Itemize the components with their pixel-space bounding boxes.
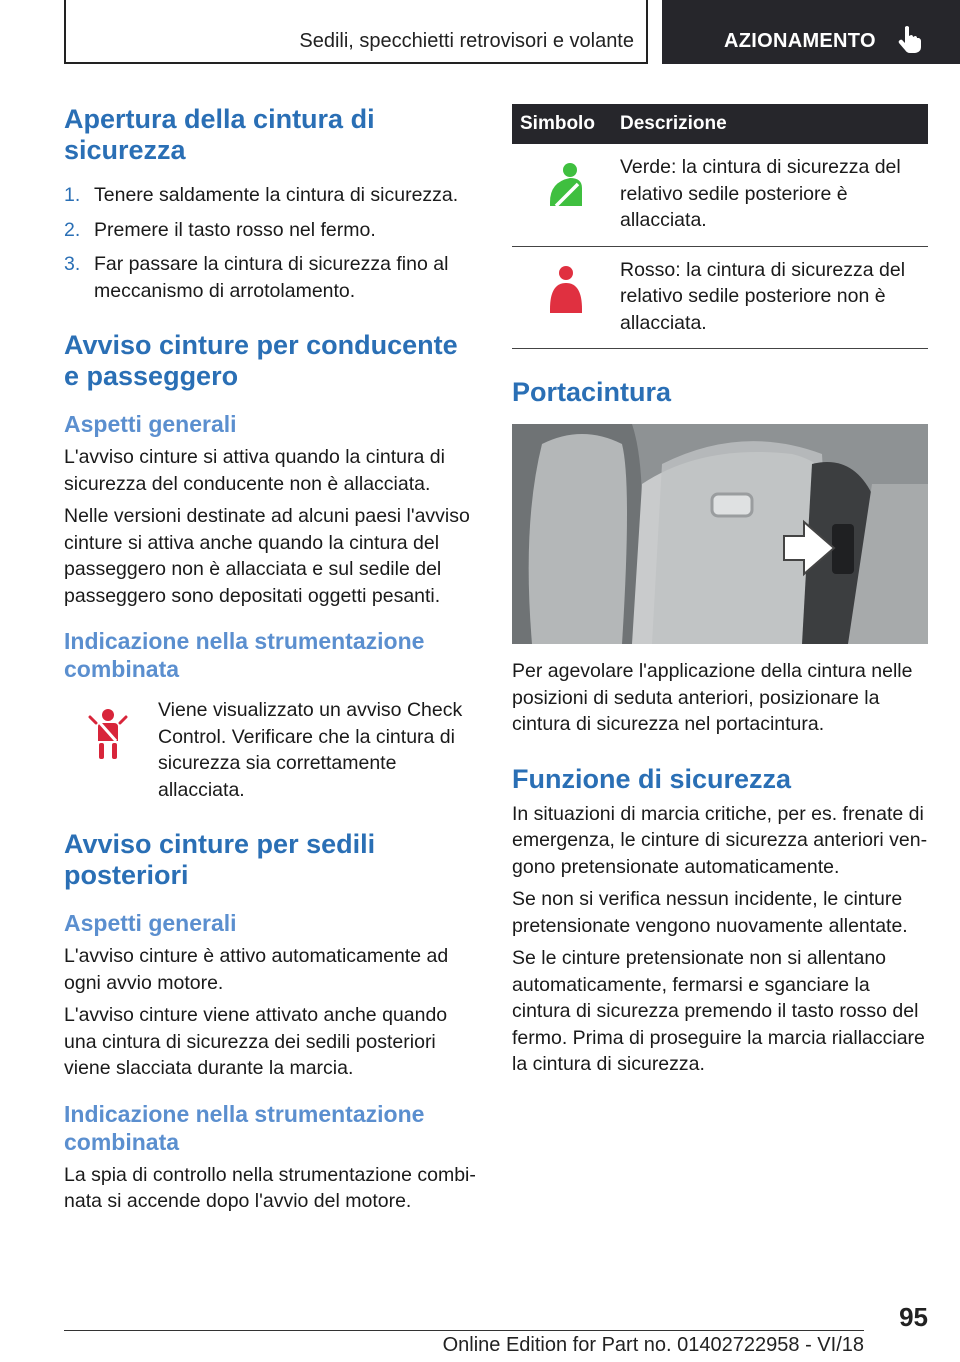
seat-illustration: [512, 424, 928, 644]
table-header-row: [512, 104, 928, 144]
footer-edition: Online Edition for Part no. 01402722958 - VI/18: [442, 1334, 864, 1356]
warning-description: Viene visualizzato un avviso Check Control. Verificare che la cintura di sicurezza sia correttamente allacciata.: [158, 699, 463, 801]
step-number: 2.: [64, 218, 81, 241]
subheading-general-1: Aspetti generali: [64, 411, 237, 437]
paragraph: L'avviso cinture è attivo automaticamente ad ogni avvio motore.: [64, 945, 449, 994]
warning-icon-row: [64, 697, 480, 803]
subheading-general-2: Aspetti generali: [64, 910, 237, 936]
description-cell: [620, 144, 928, 246]
step-number: 1.: [64, 184, 81, 206]
heading-driver-passenger-warning: Avviso cinture per conducente e passeggero: [64, 330, 458, 391]
seatbelt-warning-red-icon: [80, 705, 136, 765]
seatbelt-fastened-green-icon: [544, 162, 588, 214]
list-item: [64, 217, 480, 244]
subheading-instrument-display-1: Indicazione nella strumentazione combinata: [64, 628, 425, 682]
symbol-table: [512, 104, 928, 349]
description-text: Verde: la cintura di sicurezza del relativo sedile posteriore è allacciata.: [620, 156, 901, 231]
subheading-instrument-display-2: Indicazione nella strumentazione combinata: [64, 1100, 425, 1155]
left-column: [64, 104, 480, 1215]
symbol-cell: [512, 144, 620, 246]
header-section-title: Sedili, specchietti retrovisori e volante: [299, 30, 634, 52]
table-row: [512, 246, 928, 349]
step-number: 3.: [64, 253, 81, 275]
footer-divider: [64, 1330, 864, 1331]
paragraph: Nelle versioni destinate ad alcuni paesi l'avviso cinture si attiva anche quando la cintura del passeggero non è allacciata e sul sedile del passeggero sono depositati oggetti pesanti.: [64, 505, 470, 607]
paragraph: Se non si verifica nessun incidente, le cinture pretensionate vengono nuovamente allentate.: [512, 888, 908, 937]
steps-list: [64, 182, 480, 304]
paragraph: Se le cinture pretensionate non si allentano automaticamente, fermarsi e sganciare la cintura di sicurezza premendo il tasto rosso del fermo. Prima di proseguire la marcia riallacciare la cintura di sicurezza.: [512, 947, 925, 1075]
right-column: [512, 104, 928, 1078]
step-text: Premere il tasto rosso nel fermo.: [94, 218, 376, 241]
list-item: [64, 251, 480, 304]
pointing-hand-icon: [897, 25, 923, 53]
step-text: Tenere saldamente la cintura di sicurezza.: [94, 184, 459, 206]
page-number: 95: [899, 1302, 928, 1332]
description-cell: [620, 246, 928, 349]
heading-safety-function: Funzione di sicurezza: [512, 763, 792, 794]
seatbelt-unfastened-red-icon: [544, 265, 588, 317]
description-text: Rosso: la cintura di sicurezza del relativo sedile posteriore non è allacciata.: [620, 258, 906, 334]
heading-belt-opening: Apertura della cintura di sicurezza: [64, 104, 375, 165]
heading-belt-holder: Portacintura: [512, 377, 672, 407]
paragraph: L'avviso cinture si attiva quando la cintura di sicurezza del conducente non è allacciata.: [64, 446, 445, 495]
belt-holder-photo: [512, 424, 928, 644]
paragraph: L'avviso cinture viene attivato anche quando una cintura di sicurezza dei sedili posteriori viene slacciata durante la marcia.: [64, 1004, 448, 1079]
step-text: Far passare la cintura di sicurezza fino al meccanismo di arrotolamento.: [94, 253, 449, 302]
header-chapter-tab[interactable]: [662, 0, 960, 64]
header-chapter-label: AZIONAMENTO: [724, 30, 876, 52]
column-header-description: Descrizione: [620, 104, 928, 144]
heading-rear-seat-warning: Avviso cinture per sedili posteriori: [64, 829, 376, 890]
column-header-symbol: Simbolo: [512, 104, 620, 144]
paragraph: In situazioni di marcia critiche, per es. frenate di emergenza, le cinture di sicurezza anteriori vengono pretensionate automaticamente.: [512, 802, 928, 878]
header-section-tab: [64, 0, 648, 64]
paragraph: Per agevolare l'applicazione della cintura nelle posizioni di seduta anteriori, posizionare la cintura di sicurezza nel portacintura.: [512, 660, 913, 735]
list-item: [64, 182, 480, 209]
table-row: [512, 144, 928, 246]
symbol-cell: [512, 246, 620, 349]
paragraph: La spia di controllo nella strumentazione combinata si accende dopo l'avvio del motore.: [64, 1163, 476, 1212]
